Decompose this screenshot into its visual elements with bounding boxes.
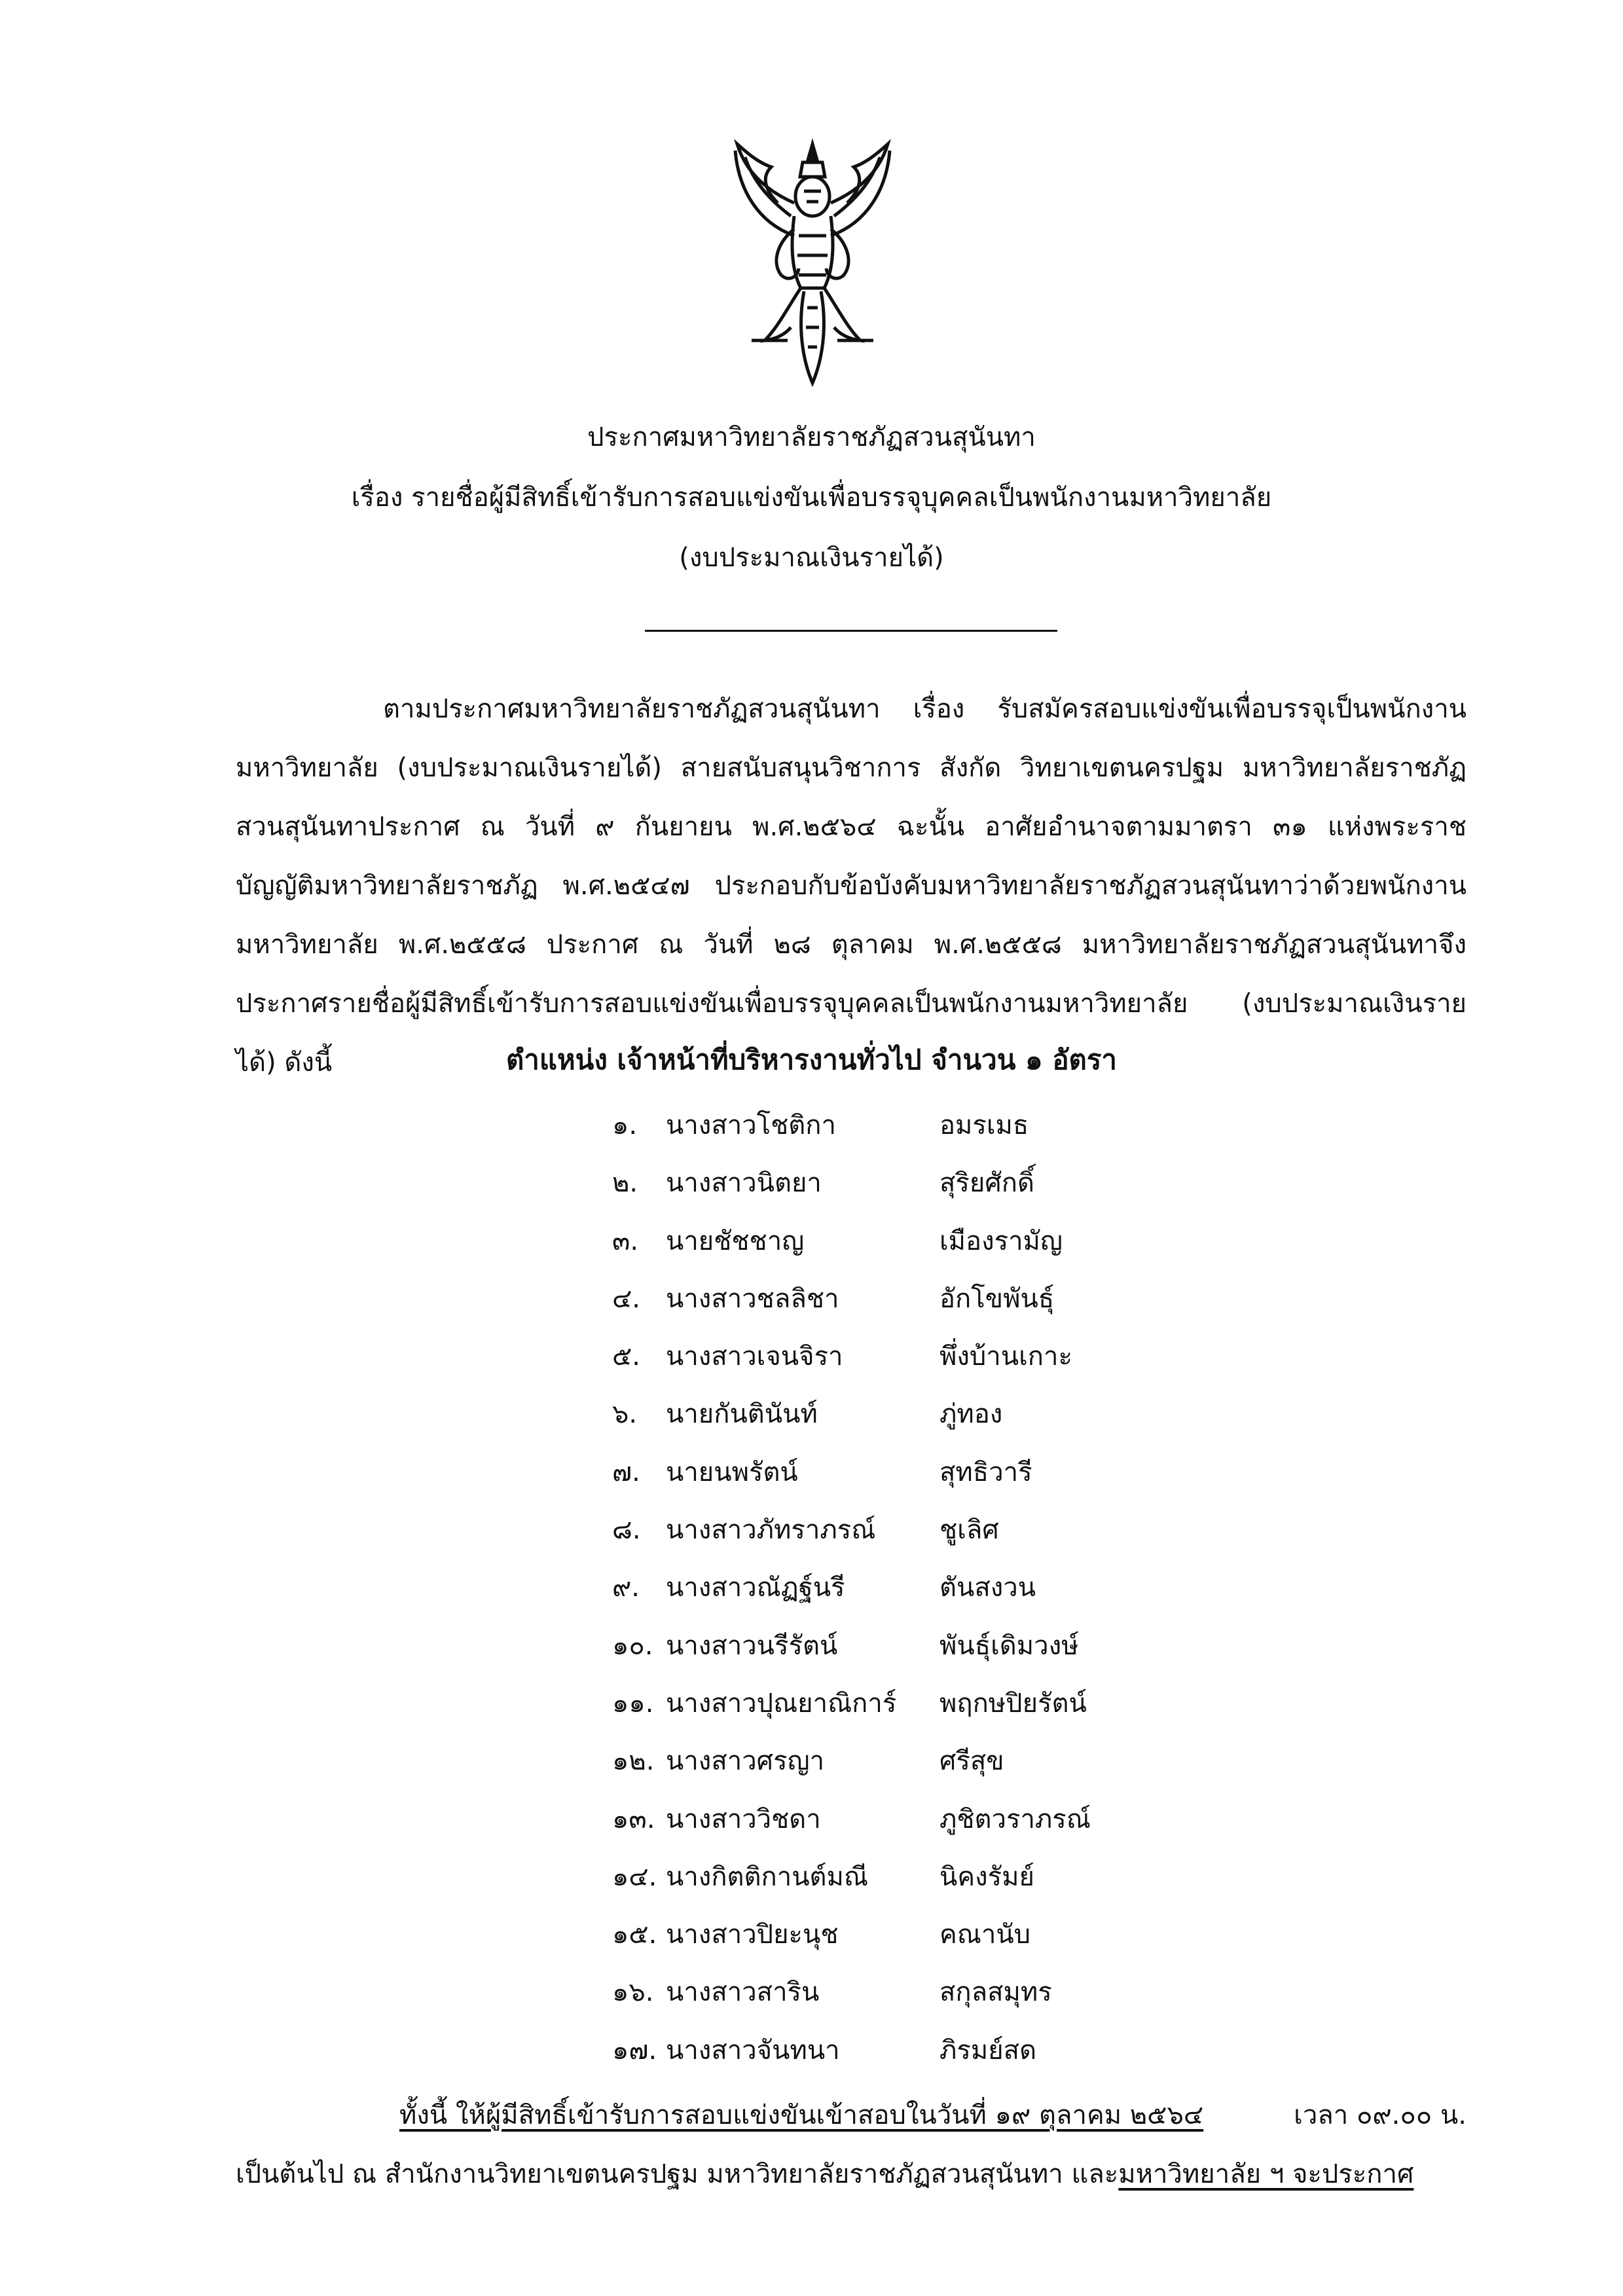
candidate-last-name: อมรเมธ [939,1110,1029,1140]
announcement-title: ประกาศมหาวิทยาลัยราชภัฏสวนสุนันทา [587,422,1036,452]
candidate-number: ๔. [612,1283,640,1314]
candidate-last-name: ภิรมย์สด [939,2035,1037,2066]
candidate-first-name: นางสาวนิตยา [666,1168,822,1199]
closing-line-1 [236,2086,1467,2145]
candidate-last-name: ภูชิตวราภรณ์ [939,1804,1091,1834]
candidate-last-name: สุทธิวารี [939,1457,1032,1487]
closing-line-2 [236,2145,1467,2204]
candidate-number: ๗. [612,1457,640,1487]
candidate-number: ๑๒. [612,1746,655,1777]
candidate-last-name: ชูเลิศ [939,1515,999,1546]
candidate-number: ๑๔. [612,1861,657,1892]
candidate-first-name: นางสาวปุณยาณิการ์ [666,1688,897,1719]
candidate-number: ๑๓. [612,1804,655,1834]
candidate-number: ๕. [612,1341,640,1372]
body-paragraph [236,680,1467,1092]
candidate-number: ๘. [612,1515,641,1546]
body-line: บัญญัติมหาวิทยาลัยราชภัฏ พ.ศ.๒๕๔๗ ประกอบกับข้อบังคับมหาวิทยาลัยราชภัฏสวนสุนันทาว่าด้วยพนักงาน [236,871,1467,901]
candidate-number: ๖. [612,1399,638,1430]
candidate-last-name: เมืองรามัญ [939,1226,1063,1256]
candidate-number: ๑. [612,1110,638,1140]
candidate-first-name: นายกันตินันท์ [666,1399,818,1430]
garuda-emblem-icon [725,131,900,393]
candidate-first-name: นายชัชชาญ [666,1226,805,1256]
candidate-last-name: พฤกษปิยรัตน์ [939,1688,1087,1719]
body-line: สวนสุนันทาประกาศ ณ วันที่ ๙ กันยายน พ.ศ.๒๕๖๔ ฉะนั้น อาศัยอำนาจตามมาตรา ๓๑ แห่งพระราช [236,812,1467,842]
candidate-last-name: พันธุ์เดิมวงษ์ [939,1630,1079,1661]
body-line: มหาวิทยาลัย พ.ศ.๒๕๕๘ ประกาศ ณ วันที่ ๒๘ ตุลาคม พ.ศ.๒๕๕๘ มหาวิทยาลัยราชภัฏสวนสุนันทาจึง [236,930,1467,960]
candidate-first-name: นางสาวนรีรัตน์ [666,1630,838,1661]
candidate-number: ๓. [612,1226,639,1256]
candidate-number: ๑๐. [612,1630,653,1661]
candidate-last-name: สุริยศักดิ์ [939,1168,1034,1199]
candidate-last-name: ศรีสุข [939,1746,1004,1777]
candidate-last-name: นิคงรัมย์ [939,1861,1034,1892]
candidate-number: ๑๖. [612,1977,654,2008]
body-line: มหาวิทยาลัย (งบประมาณเงินรายได้) สายสนับสนุนวิชาการ สังกัด วิทยาเขตนครปฐม มหาวิทยาลัยราชภัฏ [236,753,1467,783]
exam-time: เวลา ๐๙.๐๐ น. [1294,2100,1467,2130]
announcement-subject: เรื่อง รายชื่อผู้มีสิทธิ์เข้ารับการสอบแข่งขันเพื่อบรรจุบุคคลเป็นพนักงานมหาวิทยาลัย [351,483,1272,513]
candidate-last-name: ภู่ทอง [939,1399,1003,1430]
exam-date-statement: ทั้งนี้ ให้ผู้มีสิทธิ์เข้ารับการสอบแข่งขันเข้าสอบในวันที่ ๑๙ ตุลาคม ๒๕๖๔ [399,2100,1204,2130]
title-divider [645,630,1057,632]
body-line: ตามประกาศมหาวิทยาลัยราชภัฏสวนสุนันทา เรื่อง รับสมัครสอบแข่งขันเพื่อบรรจุเป็นพนักงาน [383,694,1467,724]
body-line: ได้) ดังนี้ [236,1048,333,1078]
candidate-first-name: นางกิตติกานต์มณี [666,1861,868,1892]
candidate-number: ๑๕. [612,1920,657,1950]
announcement-budget-note: (งบประมาณเงินรายได้) [679,543,944,573]
candidate-last-name: พึ่งบ้านเกาะ [939,1341,1072,1372]
candidate-first-name: นางสาวสาริน [666,1977,820,2008]
candidate-number: ๑๗. [612,2035,657,2066]
candidate-first-name: นางสาวภัทราภรณ์ [666,1515,876,1546]
candidate-first-name: นางสาวชลลิชา [666,1283,839,1314]
candidate-last-name: อักโขพันธุ์ [939,1283,1055,1314]
candidate-first-name: นางสาววิชดา [666,1804,821,1834]
candidate-first-name: นางสาวจันทนา [666,2035,840,2066]
candidate-last-name: ตันสงวน [939,1573,1036,1603]
candidate-first-name: นางสาวปิยะนุช [666,1920,839,1950]
candidate-first-name: นางสาวศรญา [666,1746,825,1777]
candidate-number: ๒. [612,1168,638,1199]
candidate-last-name: สกุลสมุทร [939,1977,1052,2008]
candidate-first-name: นางสาวเจนจิรา [666,1341,843,1372]
candidate-last-name: คณานับ [939,1920,1031,1950]
candidate-first-name: นางสาวณัฏฐ์นรี [666,1573,845,1603]
candidate-first-name: นายนพรัตน์ [666,1457,798,1487]
position-heading: ตำแหน่ง เจ้าหน้าที่บริหารงานทั่วไป จำนวน ๑ อัตรา [506,1044,1117,1076]
candidate-number: ๑๑. [612,1688,654,1719]
body-line: ประกาศรายชื่อผู้มีสิทธิ์เข้ารับการสอบแข่งขันเพื่อบรรจุบุคคลเป็นพนักงานมหาวิทยาลัย (งบประมาณเงินราย [236,989,1467,1019]
exam-location: เป็นต้นไป ณ สำนักงานวิทยาเขตนครปฐม มหาวิทยาลัยราชภัฏสวนสุนันทา และ [236,2159,1119,2189]
candidate-number: ๙. [612,1573,640,1603]
candidate-first-name: นางสาวโชติกา [666,1110,836,1140]
university-announcement-note: มหาวิทยาลัย ฯ จะประกาศ [1118,2159,1414,2189]
